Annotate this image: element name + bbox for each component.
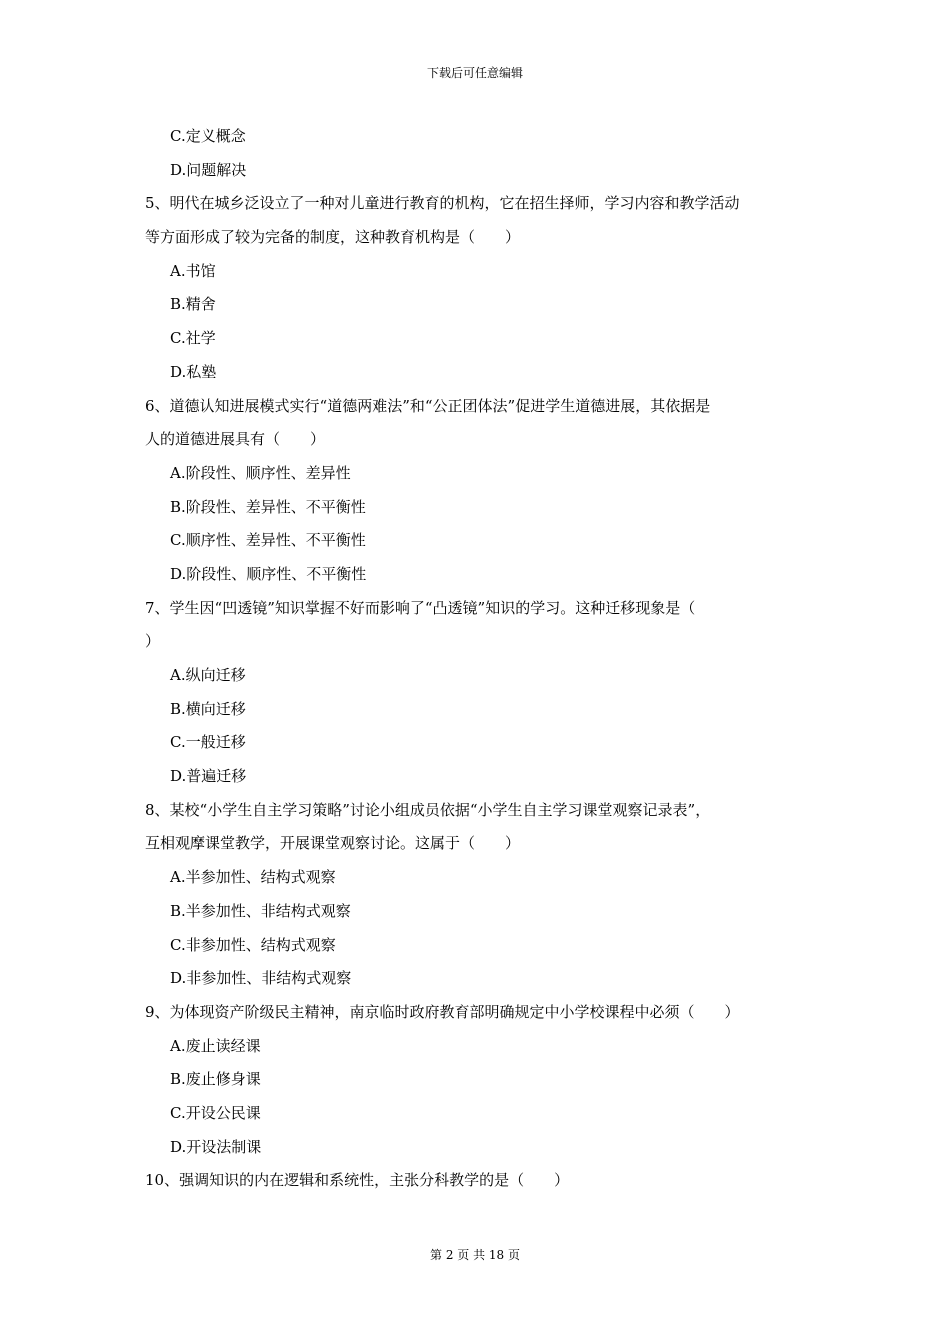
option-c-q7: C.一般迁移 xyxy=(170,733,246,752)
question-7-line-1: 7、学生因“凹透镜”知识掌握不好而影响了“凸透镜”知识的学习。这种迁移现象是（ xyxy=(145,598,696,617)
option-d-q6: D.阶段性、顺序性、不平衡性 xyxy=(170,564,367,583)
option-c-q9: C.开设公民课 xyxy=(170,1103,261,1122)
question-10: 10、强调知识的内在逻辑和系统性，主张分科教学的是（ ） xyxy=(145,1171,570,1190)
question-5-line-1: 5、明代在城乡泛设立了一种对儿童进行教育的机构，它在招生择师，学习内容和教学活动 xyxy=(145,194,740,213)
option-c-q5: C.社学 xyxy=(170,329,216,348)
option-d-q7: D.普遍迁移 xyxy=(170,767,247,786)
option-c-q8: C.非参加性、结构式观察 xyxy=(170,935,336,954)
option-b-q6: B.阶段性、差异性、不平衡性 xyxy=(170,497,366,516)
option-a-q6: A.阶段性、顺序性、差异性 xyxy=(170,463,351,482)
question-9: 9、为体现资产阶级民主精神，南京临时政府教育部明确规定中小学校课程中必须（ ） xyxy=(145,1002,740,1021)
option-b-q7: B.横向迁移 xyxy=(170,699,246,718)
option-b-q9: B.废止修身课 xyxy=(170,1070,261,1089)
page-header: 下载后可任意编辑 xyxy=(426,66,523,80)
option-d-q8: D.非参加性、非结构式观察 xyxy=(170,969,352,988)
option-c-q4: C.定义概念 xyxy=(170,127,246,145)
question-5-line-2: 等方面形成了较为完备的制度，这种教育机构是（ ） xyxy=(145,228,521,247)
question-7-line-2: ） xyxy=(145,632,161,651)
option-b-q5: B.精舍 xyxy=(170,295,216,314)
document-body xyxy=(145,120,810,1198)
question-8-line-1: 8、某校“小学生自主学习策略”讨论小组成员依据“小学生自主学习课堂观察记录表”， xyxy=(145,800,711,819)
option-a-q5: A.书馆 xyxy=(170,261,216,280)
question-6-line-1: 6、道德认知进展模式实行“道德两难法”和“公正团体法”促进学生道德进展，其依据是 xyxy=(145,396,711,415)
option-a-q7: A.纵向迁移 xyxy=(170,666,246,684)
option-d-q5: D.私塾 xyxy=(170,362,217,381)
option-d-q4: D.问题解决 xyxy=(170,160,247,179)
page-footer: 第 2 页 共 18 页 xyxy=(430,1248,520,1262)
option-d-q9: D.开设法制课 xyxy=(170,1137,262,1156)
option-a-q8: A.半参加性、结构式观察 xyxy=(170,868,336,887)
question-8-line-2: 互相观摩课堂教学，开展课堂观察讨论。这属于（ ） xyxy=(145,834,521,853)
option-c-q6: C.顺序性、差异性、不平衡性 xyxy=(170,531,366,550)
option-a-q9: A.废止读经课 xyxy=(170,1036,261,1055)
option-b-q8: B.半参加性、非结构式观察 xyxy=(170,901,351,920)
question-6-line-2: 人的道德进展具有（ ） xyxy=(145,430,326,449)
